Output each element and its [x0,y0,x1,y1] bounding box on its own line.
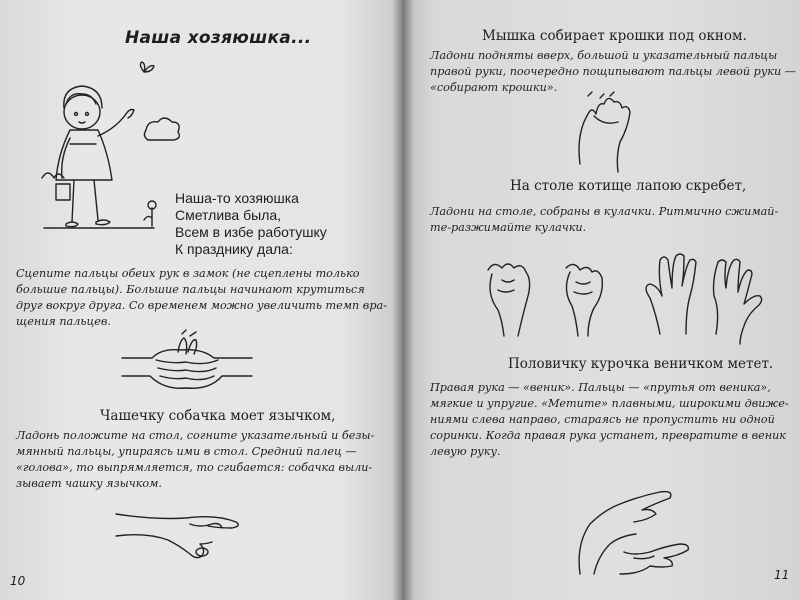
section-heading: Половичку курочка веничком метет. [508,356,774,372]
instruction-text [16,266,394,330]
fists-and-palms-illustration [478,250,768,336]
poem [175,190,327,258]
instruction-line: Ладонь положите на стол, согните указательный и безы- [16,429,375,442]
instruction-line: Сцепите пальцы обеих рук в замок (не сцеплены только [16,267,360,280]
instruction-text [430,48,796,96]
section-heading: На столе котище лапою скребет, [510,178,747,194]
page-number: 10 [10,574,26,588]
book-gutter [392,0,414,600]
instruction-line: «собирают крошки». [430,81,558,94]
page-title: Наша хозяюшка... [125,28,312,48]
section-heading: Чашечку собачка моет язычком, [100,408,336,424]
instruction-text [430,380,796,460]
poem-line: К празднику дала: [175,241,293,257]
poem-line: Наша-то хозяюшка [175,190,299,206]
instruction-text [430,204,796,236]
instruction-line: левую руку. [430,445,501,458]
instruction-line: правой руки, поочередно пощипывают пальцы левой руки — [430,65,796,78]
instruction-line: друг вокруг друга. Со временем можно увеличить темп вра- [16,299,387,312]
instruction-line: щения пальцев. [16,315,111,328]
instruction-text [16,428,394,492]
instruction-line: «голова», то выпрямляется, то сгибается: собачка выли- [16,461,373,474]
girl-illustration [40,60,180,250]
clasped-hands-illustration [122,330,252,400]
instruction-line: Ладони подняты вверх, большой и указательный пальцы [430,49,778,62]
dog-hand-illustration [116,500,246,560]
broom-hands-illustration [574,478,704,578]
instruction-line: ниями слева направо, стараясь не пропустить ни одной [430,413,775,426]
instruction-line: большие пальцы). Большие пальцы начинают крутиться [16,283,365,296]
poem-line: Всем в избе работушку [175,224,327,240]
poem-line: Сметлива была, [175,207,282,223]
instruction-line: Правая рука — «веник». Пальцы — «прутья от веника», [430,381,771,394]
instruction-line: зывает чашку язычком. [16,477,162,490]
pinching-hands-illustration [570,92,650,172]
page-number: 11 [774,568,790,582]
section-heading: Мышка собирает крошки под окном. [482,28,747,44]
instruction-line: соринки. Когда правая рука устанет, превратите в веник [430,429,786,442]
right-page [402,0,800,600]
instruction-line: мягкие и упругие. «Метите» плавными, широкими движе- [430,397,789,410]
instruction-line: Ладони на столе, собраны в кулачки. Ритмично сжимай- [430,205,779,218]
instruction-line: мянный пальцы, упираясь ими в стол. Средний палец — [16,445,357,458]
instruction-line: те-разжимайте кулачки. [430,221,587,234]
